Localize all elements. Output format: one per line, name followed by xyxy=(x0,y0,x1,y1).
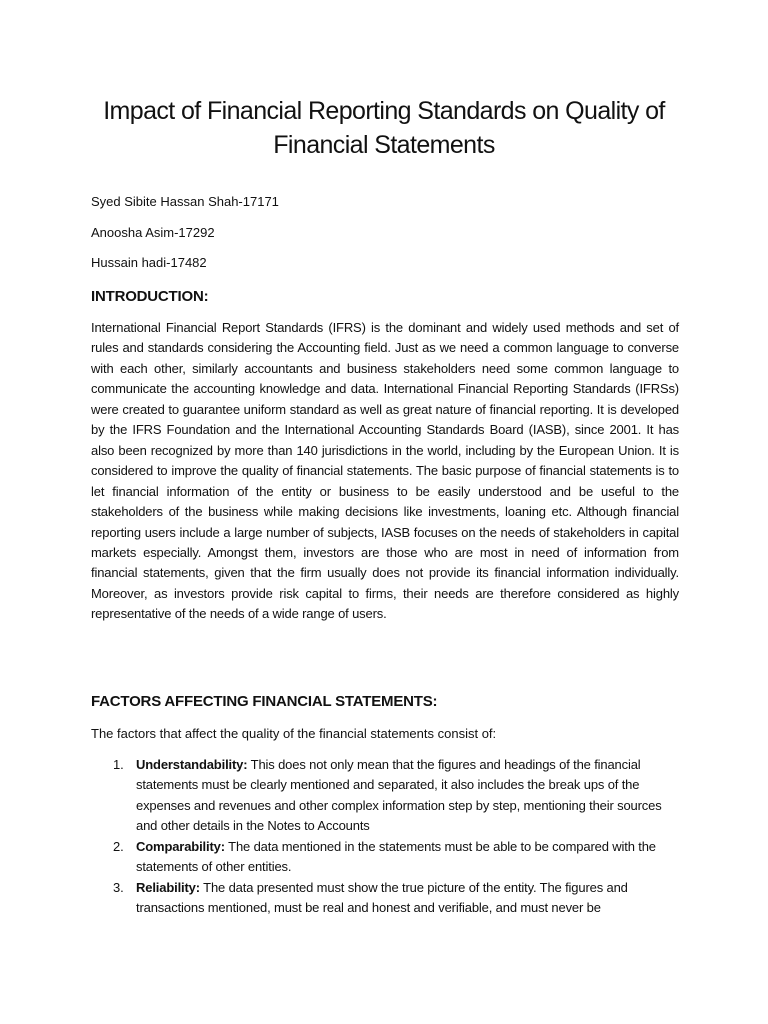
factor-description: The data presented must show the true picture of the entity. The figures and transactions mentioned, must be real and honest and verifiable, and must never be xyxy=(136,879,628,916)
document-title: Impact of Financial Reporting Standards on Quality of Financial Statements xyxy=(103,97,665,159)
author-2: Anoosha Asim-17292 xyxy=(91,225,215,240)
introduction-paragraph: International Financial Report Standards (IFRS) is the dominant and widely used methods and set of rules and standards considering the Accounting field. Just as we need a common language to converse with each other, similarly accountants and business stakeholders need some common language to communicate the accounting knowledge and data. International Financial Reporting Standards (IFRSs) were created to guarantee uniform standard as well as great nature of financial reporting. It is developed by the IFRS Foundation and the International Accounting Standards Board (IASB), since 2001. It has also been recognized by more than 140 jurisdictions in the world, including by the European Union. It is considered to improve the quality of financial statements. The basic purpose of financial statements is to let financial information of the entity or business to be easily understood and be useful to the stakeholders of the business while making decisions like investments, loaning etc. Although financial reporting users include a large number of subjects, IASB focuses on the needs of stakeholders in capital markets especially. Amongst them, investors are those who are most in need of information from financial statements, given that the firm usually does not provide its financial information individually. Moreover, as investors provide risk capital to firms, their needs are therefore considered as highly representative of the needs of a wide range of users. xyxy=(91,320,679,622)
factor-number: 2. xyxy=(113,838,124,854)
factor-term: Understandability: xyxy=(136,757,248,772)
factor-description: This does not only mean that the figures and headings of the financial statements must be clearly mentioned and separated, it also includes the break ups of the expenses and revenues and other complex information step by step, mentioning their sources and other details in the Notes to Accounts xyxy=(136,757,662,834)
factor-item-understandability xyxy=(91,755,683,837)
factors-list xyxy=(91,755,683,919)
factor-item-comparability xyxy=(91,837,683,878)
factor-term: Reliability: xyxy=(136,879,200,895)
factors-heading: FACTORS AFFECTING FINANCIAL STATEMENTS: xyxy=(91,693,438,710)
author-1: Syed Sibite Hassan Shah-17171 xyxy=(91,194,279,209)
author-3: Hussain hadi-17482 xyxy=(91,255,207,270)
factor-description: The data mentioned in the statements must be able to be compared with the statements of other entities. xyxy=(136,838,656,875)
factors-lead-sentence: The factors that affect the quality of the financial statements consist of: xyxy=(91,726,497,741)
factor-term: Comparability: xyxy=(136,838,225,854)
factor-number: 1. xyxy=(113,757,124,772)
factor-item-reliability xyxy=(91,878,683,919)
introduction-heading: INTRODUCTION: xyxy=(91,288,209,305)
factor-number: 3. xyxy=(113,879,124,895)
